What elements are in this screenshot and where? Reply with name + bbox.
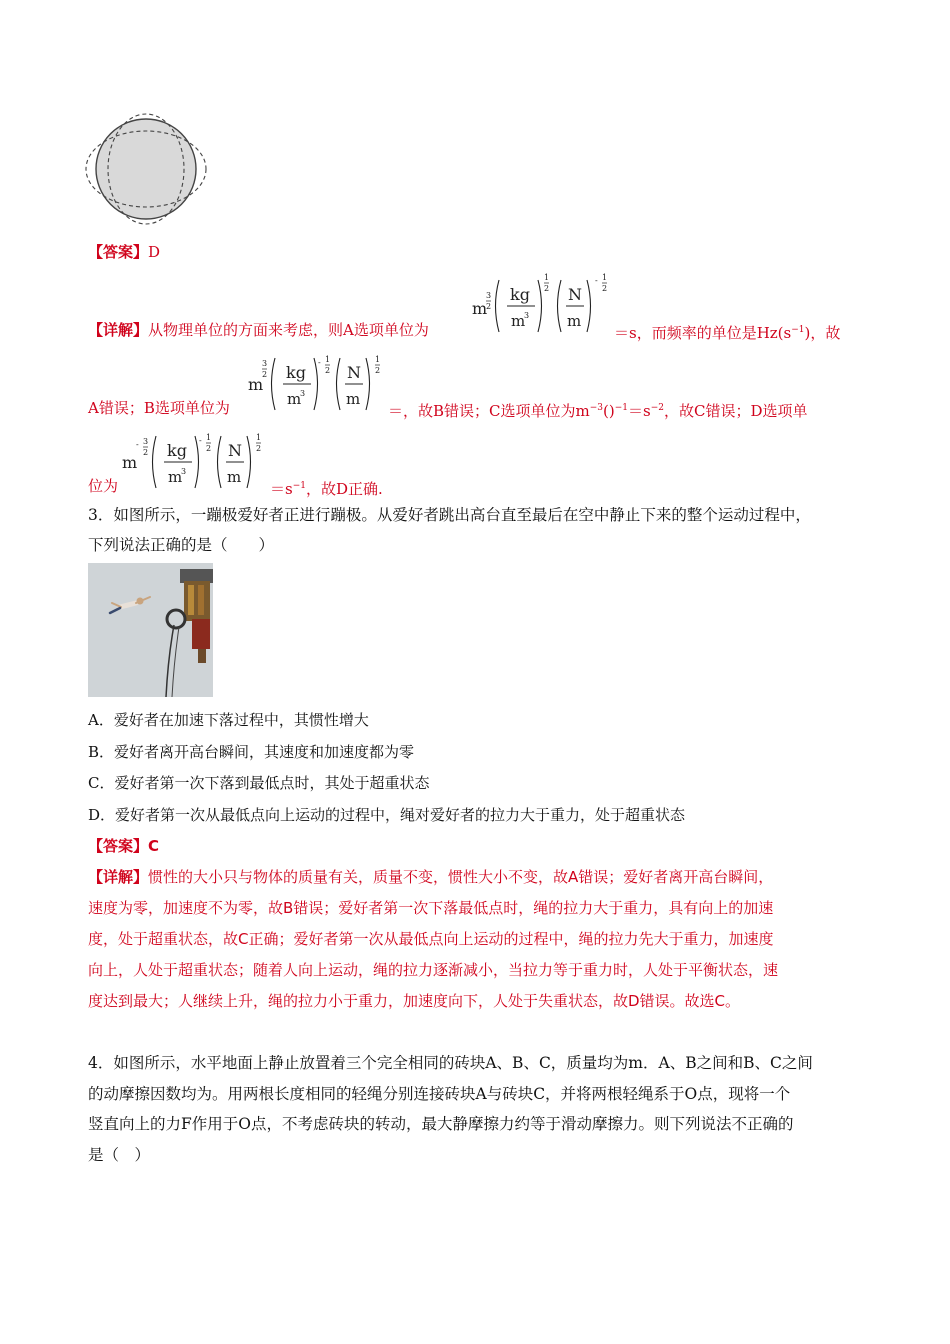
svg-text:3: 3 (181, 467, 187, 476)
svg-text:3: 3 (262, 359, 268, 368)
svg-text:2: 2 (602, 284, 608, 293)
svg-text:3: 3 (486, 291, 492, 300)
svg-text:1: 1 (602, 273, 608, 282)
svg-text:3: 3 (524, 311, 530, 320)
svg-text:3: 3 (143, 437, 149, 446)
q3-detail: 【详解】惯性的大小只与物体的质量有关，质量不变，惯性大小不变，故A错误；爱好者离开高台瞬间， 速度为零，加速度不为零，故B错误；爱好者第一次下落最低点时，绳的拉力大于重力，具有向上的加速 度，处于超重状态，故C正确；爱好者第一次从最低点向上运动的过程中，绳的拉力先大于重力，加速度 向上，人处于超重状态；随着人向上运动，绳的拉力逐渐减小，当拉力等于重力时，人处于平衡状态，速 度达到最大；人继续上升，绳的拉力小于重力，加速度向下，人处于失重状态，故D错误。故选C。 (88, 868, 779, 1010)
svg-text:m: m (567, 312, 582, 330)
svg-text:-: - (199, 436, 202, 445)
svg-text:2: 2 (486, 302, 492, 311)
formula-option-d (118, 428, 278, 500)
platform-cage (184, 581, 210, 621)
q4-stem-line2: 的动摩擦因数均为。用两根长度相同的轻绳分别连接砖块A与砖块C，并将两根轻绳系于O点，现将一个 (88, 1084, 791, 1103)
svg-text:m: m (168, 468, 183, 486)
svg-text:kg: kg (167, 441, 187, 460)
bungee-jump-photo (88, 563, 213, 697)
svg-text:m: m (227, 468, 242, 486)
svg-text:1: 1 (325, 355, 331, 364)
svg-text:m: m (248, 375, 264, 394)
q3-stem-line2: 下列说法正确的是（ ） (88, 536, 275, 554)
q3-stem (88, 500, 811, 560)
q3-detail-label: 【详解】 (88, 868, 149, 886)
svg-text:N: N (228, 441, 242, 460)
q2-detail-label: 【详解】 (88, 321, 149, 339)
svg-text:2: 2 (325, 366, 331, 375)
svg-text:m: m (287, 390, 302, 408)
q2-answer-label: 【答案】 (88, 243, 149, 261)
deformed-sphere-figure (84, 112, 208, 226)
q3-stem-line1: 3．如图所示，一蹦极爱好者正进行蹦极。从爱好者跳出高台直至最后在空中静止下来的整个运动过程中， (88, 506, 811, 524)
q3-option-a[interactable]: A．爱好者在加速下落过程中，其惯性增大 (88, 711, 369, 729)
svg-text:-: - (136, 440, 139, 449)
q2-detail-line3: 位为 (88, 477, 119, 495)
solid-circle (96, 119, 196, 219)
q3-answer (88, 836, 159, 856)
svg-text:3: 3 (300, 389, 306, 398)
q2-answer (88, 242, 160, 262)
svg-text:2: 2 (206, 444, 212, 453)
svg-text:1: 1 (256, 433, 262, 442)
q3-answer-label: 【答案】 (88, 837, 149, 855)
q2-answer-value: D (148, 243, 161, 261)
q3-option-b[interactable]: B．爱好者离开高台瞬间，其速度和加速度都为零 (88, 743, 415, 761)
q4-stem-line3: 竖直向上的力F作用于O点，不考虑砖块的转动，最大静摩擦力约等于滑动摩擦力。则下列说法不正确的 (88, 1115, 794, 1133)
q2-detail-line2-after: ＝，故B错误；C选项单位为$m^{-3}()^{-1}=s^{-2}$，故C错误；D选项单 (388, 402, 808, 420)
svg-text:2: 2 (256, 444, 262, 453)
svg-text:2: 2 (262, 370, 268, 379)
q4-stem-line1: 4．如图所示，水平地面上静止放置着三个完全相同的砖块A、B、C，质量均为m．A、B之间和B、C之间 (88, 1054, 813, 1072)
q3-option-d[interactable]: D．爱好者第一次从最低点向上运动的过程中，绳对爱好者的拉力大于重力，处于超重状态 (88, 806, 686, 824)
svg-text:2: 2 (143, 448, 149, 457)
crane-base (192, 619, 210, 649)
svg-text:m: m (346, 390, 361, 408)
svg-text:2: 2 (544, 284, 550, 293)
q2-detail-line1-after: ＝s，而频率的单位是$Hz(s^{-1})$，故 (614, 324, 841, 342)
formula-option-a (468, 268, 618, 340)
svg-text:N: N (347, 363, 361, 382)
bungee-scene-illustration (88, 563, 213, 697)
q3-option-c[interactable]: C．爱好者第一次下落到最低点时，其处于超重状态 (88, 774, 430, 792)
svg-text:m: m (472, 299, 488, 318)
q2-detail-line2: A错误；B选项单位为 (88, 399, 230, 417)
q4-stem-line4: 是（ ） (88, 1145, 151, 1164)
crane-arm (180, 569, 213, 583)
svg-text:N: N (568, 285, 582, 304)
svg-text:m: m (511, 312, 526, 330)
q2-detail-line1: 【详解】从物理单位的方面来考虑，则A选项单位为 (88, 321, 429, 339)
q3-answer-value: C (148, 837, 160, 855)
svg-text:1: 1 (375, 355, 381, 364)
svg-text:1: 1 (206, 433, 212, 442)
svg-text:m: m (122, 453, 138, 472)
svg-text:-: - (318, 358, 321, 367)
svg-text:-: - (595, 276, 598, 285)
svg-text:1: 1 (544, 273, 550, 282)
svg-text:kg: kg (510, 285, 530, 304)
svg-text:2: 2 (375, 366, 381, 375)
svg-text:kg: kg (286, 363, 306, 382)
q4-stem (88, 1048, 813, 1170)
q2-detail-line3-after: $=s^{-1}$，故D正确. (270, 480, 383, 498)
formula-option-b (244, 350, 394, 422)
